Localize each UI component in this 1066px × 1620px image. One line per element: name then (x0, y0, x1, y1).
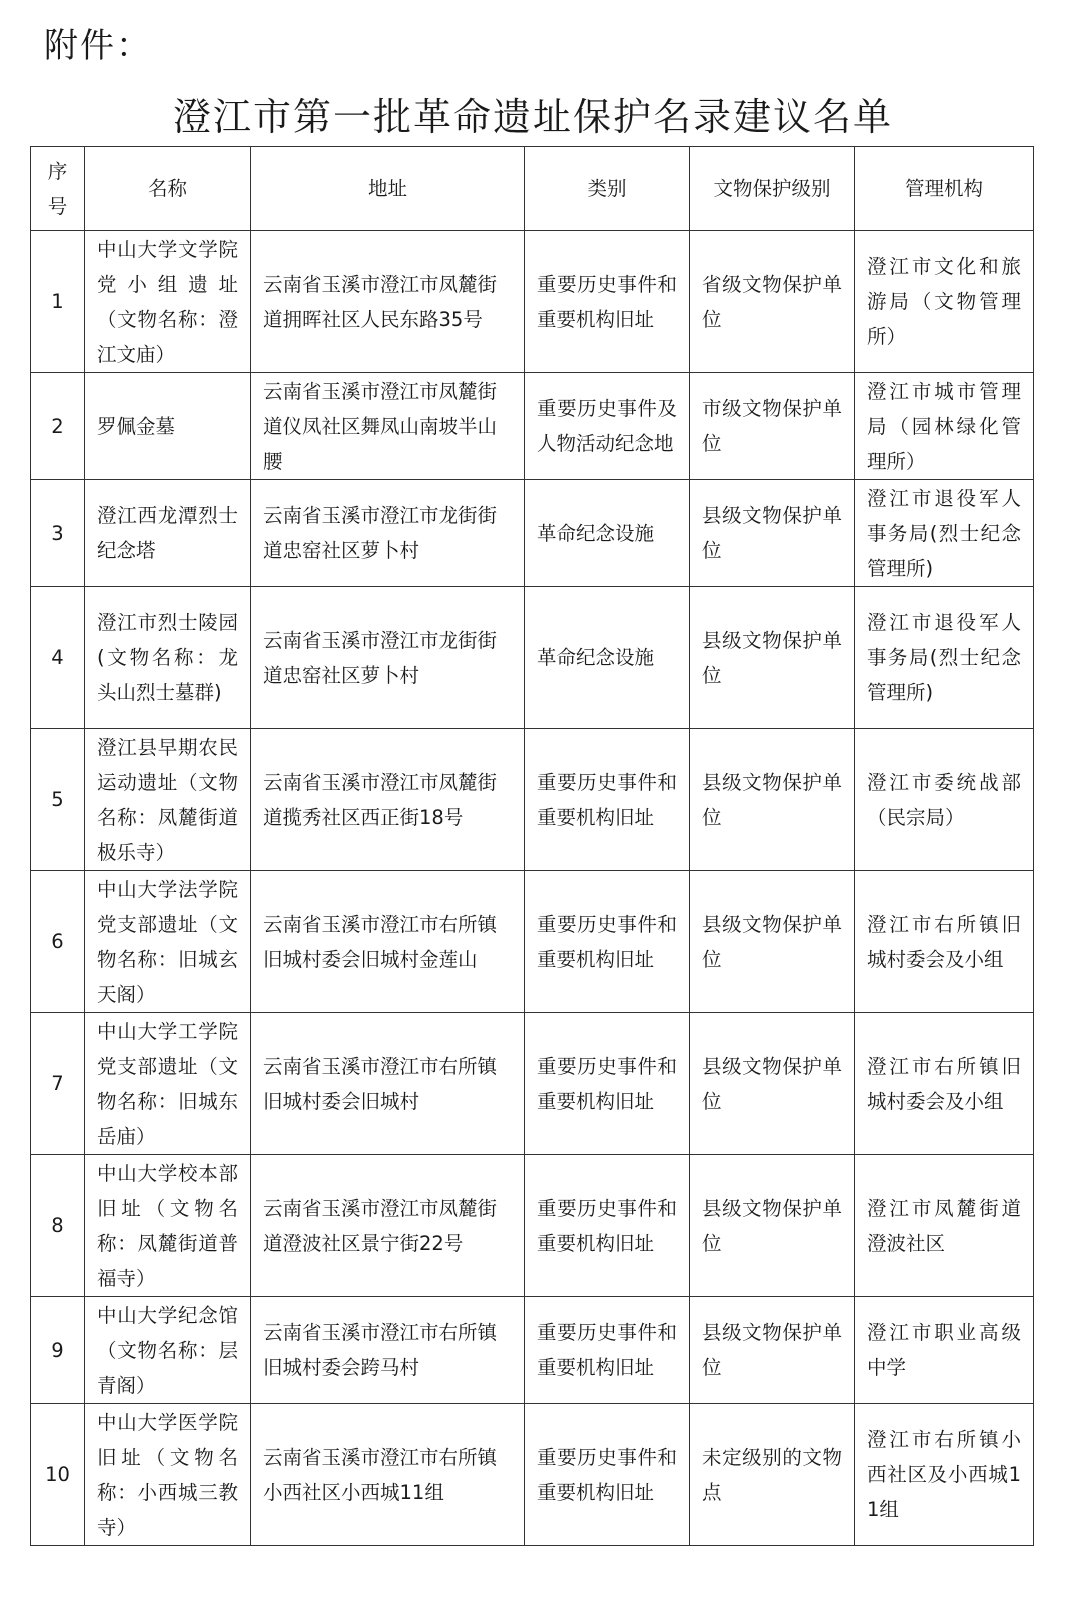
row-no: 4 (31, 587, 85, 729)
row-level: 县级文物保护单位 (690, 729, 855, 871)
header-address: 地址 (251, 147, 525, 231)
row-name: 中山大学法学院党支部遗址（文物名称：旧城玄天阁） (85, 871, 251, 1013)
row-level: 市级文物保护单位 (690, 373, 855, 480)
row-no: 6 (31, 871, 85, 1013)
page-title: 澄江市第一批革命遗址保护名录建议名单 (172, 95, 893, 139)
row-no: 7 (31, 1013, 85, 1155)
row-address: 云南省玉溪市澄江市凤麓街道揽秀社区西正街18号 (251, 729, 525, 871)
header-name: 名称 (85, 147, 251, 231)
row-no: 5 (31, 729, 85, 871)
table-header-row (31, 147, 1034, 231)
header-no: 序号 (31, 147, 85, 231)
row-name: 中山大学工学院党支部遗址（文物名称：旧城东岳庙） (85, 1013, 251, 1155)
row-address: 云南省玉溪市澄江市右所镇旧城村委会旧城村 (251, 1013, 525, 1155)
table-row (31, 871, 1034, 1013)
row-name: 中山大学校本部旧址（文物名称：凤麓街道普福寺） (85, 1155, 251, 1297)
row-level: 未定级别的文物点 (690, 1404, 855, 1546)
table-row (31, 231, 1034, 373)
row-no: 1 (31, 231, 85, 373)
row-category: 重要历史事件和重要机构旧址 (525, 871, 690, 1013)
table-row (31, 1013, 1034, 1155)
table-row (31, 373, 1034, 480)
row-no: 2 (31, 373, 85, 480)
row-level: 县级文物保护单位 (690, 1013, 855, 1155)
row-address: 云南省玉溪市澄江市龙街街道忠窑社区萝卜村 (251, 480, 525, 587)
row-agency: 澄江市退役军人事务局(烈士纪念管理所) (855, 480, 1034, 587)
table-row (31, 1297, 1034, 1404)
row-agency: 澄江市右所镇旧城村委会及小组 (855, 871, 1034, 1013)
row-no: 3 (31, 480, 85, 587)
row-agency: 澄江市职业高级中学 (855, 1297, 1034, 1404)
row-category: 重要历史事件和重要机构旧址 (525, 1404, 690, 1546)
row-category: 重要历史事件和重要机构旧址 (525, 231, 690, 373)
row-address: 云南省玉溪市澄江市右所镇旧城村委会跨马村 (251, 1297, 525, 1404)
row-no: 8 (31, 1155, 85, 1297)
row-address: 云南省玉溪市澄江市凤麓街道拥晖社区人民东路35号 (251, 231, 525, 373)
row-level: 县级文物保护单位 (690, 1297, 855, 1404)
row-name: 澄江西龙潭烈士纪念塔 (85, 480, 251, 587)
row-level: 省级文物保护单位 (690, 231, 855, 373)
row-level: 县级文物保护单位 (690, 871, 855, 1013)
row-no: 9 (31, 1297, 85, 1404)
row-address: 云南省玉溪市澄江市右所镇小西社区小西城11组 (251, 1404, 525, 1546)
row-level: 县级文物保护单位 (690, 587, 855, 729)
header-protection-level: 文物保护级别 (690, 147, 855, 231)
row-category: 重要历史事件和重要机构旧址 (525, 1155, 690, 1297)
row-address: 云南省玉溪市澄江市凤麓街道仪凤社区舞凤山南坡半山腰 (251, 373, 525, 480)
row-address: 云南省玉溪市澄江市龙街街道忠窑社区萝卜村 (251, 587, 525, 729)
row-agency: 澄江市文化和旅游局（文物管理所） (855, 231, 1034, 373)
row-agency: 澄江市城市管理局（园林绿化管理所） (855, 373, 1034, 480)
row-level: 县级文物保护单位 (690, 480, 855, 587)
row-agency: 澄江市委统战部（民宗局） (855, 729, 1034, 871)
row-category: 革命纪念设施 (525, 480, 690, 587)
table-row (31, 480, 1034, 587)
row-agency: 澄江市退役军人事务局(烈士纪念管理所) (855, 587, 1034, 729)
table-row (31, 729, 1034, 871)
row-agency: 澄江市右所镇小西社区及小西城11组 (855, 1404, 1034, 1546)
row-name: 澄江县早期农民运动遗址（文物名称：凤麓街道极乐寺） (85, 729, 251, 871)
sites-table (30, 146, 1034, 1546)
row-address: 云南省玉溪市澄江市右所镇旧城村委会旧城村金莲山 (251, 871, 525, 1013)
row-name: 罗佩金墓 (85, 373, 251, 480)
row-category: 革命纪念设施 (525, 587, 690, 729)
row-category: 重要历史事件及人物活动纪念地 (525, 373, 690, 480)
row-no: 10 (31, 1404, 85, 1546)
table-row (31, 1404, 1034, 1546)
table-row (31, 587, 1034, 729)
row-address: 云南省玉溪市澄江市凤麓街道澄波社区景宁街22号 (251, 1155, 525, 1297)
row-category: 重要历史事件和重要机构旧址 (525, 1297, 690, 1404)
row-name: 中山大学文学院党小组遗址 （文物名称：澄江文庙） (85, 231, 251, 373)
row-agency: 澄江市凤麓街道澄波社区 (855, 1155, 1034, 1297)
row-name: 中山大学纪念馆（文物名称：层青阁） (85, 1297, 251, 1404)
row-category: 重要历史事件和重要机构旧址 (525, 1013, 690, 1155)
header-category: 类别 (525, 147, 690, 231)
attachment-label: 附件： (44, 26, 152, 66)
row-name: 澄江市烈士陵园(文物名称：龙头山烈士墓群) (85, 587, 251, 729)
row-name: 中山大学医学院旧址（文物名称：小西城三教寺） (85, 1404, 251, 1546)
row-level: 县级文物保护单位 (690, 1155, 855, 1297)
header-agency: 管理机构 (855, 147, 1034, 231)
row-category: 重要历史事件和重要机构旧址 (525, 729, 690, 871)
table-row (31, 1155, 1034, 1297)
row-agency: 澄江市右所镇旧城村委会及小组 (855, 1013, 1034, 1155)
